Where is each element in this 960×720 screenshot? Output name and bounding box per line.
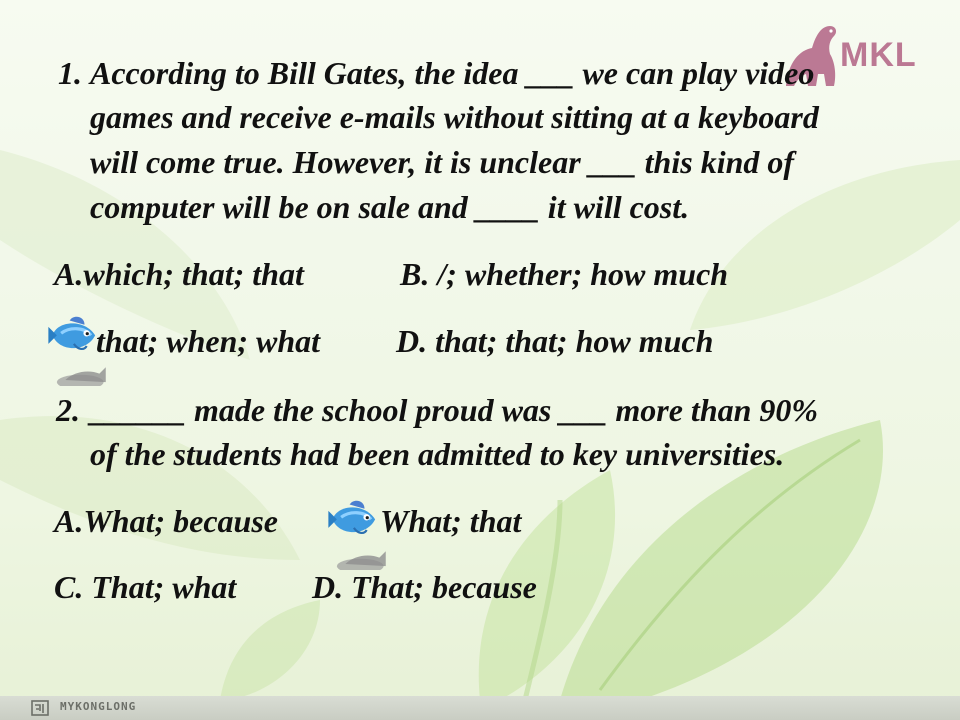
footer-logo-icon [30, 698, 50, 718]
question-1-number: 1. [58, 55, 82, 91]
question-1-option-c[interactable]: that; when; what [96, 323, 321, 359]
question-1-line-1: According to Bill Gates, the idea ___ we can play video [90, 55, 815, 91]
question-1-option-a[interactable]: A.which; that; that [54, 256, 304, 292]
logo-text: MKL [840, 36, 917, 74]
question-1-option-b[interactable]: B. /; whether; how much [400, 256, 729, 292]
question-2-number: 2. [56, 392, 80, 428]
question-2-option-c[interactable]: C. That; what [54, 569, 237, 605]
question-1-option-d[interactable]: D. that; that; how much [396, 323, 714, 359]
question-2-line-2: of the students had been admitted to key universities. [90, 436, 785, 472]
fish-icon[interactable] [42, 306, 110, 386]
question-2-line-1: ______ made the school proud was ___ more than 90% [90, 392, 819, 428]
question-2-option-b[interactable]: What; that [380, 503, 522, 539]
footer-bar [0, 696, 960, 720]
question-1-line-2: games and receive e-mails without sitting at a keyboard [90, 99, 819, 135]
question-2-option-d[interactable]: D. That; because [312, 569, 537, 605]
footer-brand: MYKONGLONG [60, 700, 137, 713]
fish-icon[interactable] [322, 490, 390, 570]
question-1-line-3: will come true. However, it is unclear ___ this kind of [90, 144, 795, 180]
question-1-line-4: computer will be on sale and ____ it will cost. [90, 189, 690, 225]
question-2-option-a[interactable]: A.What; because [54, 503, 278, 539]
